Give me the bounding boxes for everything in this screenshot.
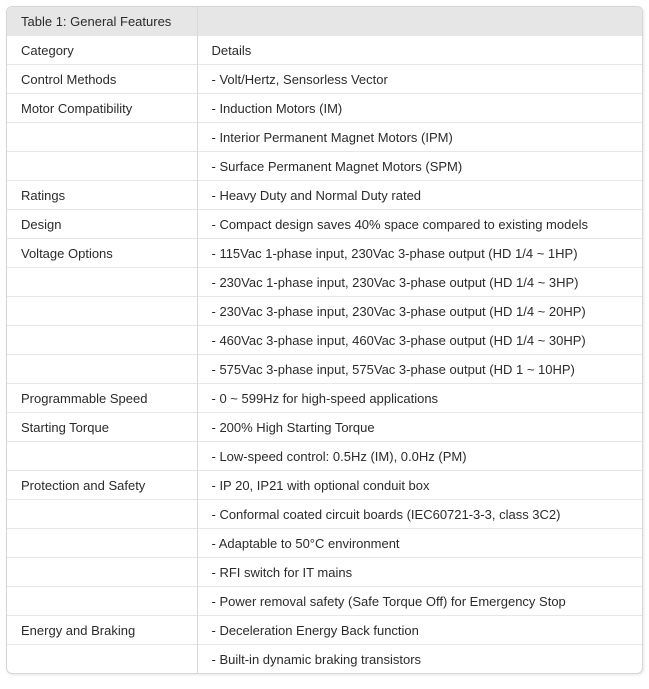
table-row (7, 65, 642, 94)
detail-cell: - 200% High Starting Torque (197, 413, 642, 442)
table-row (7, 645, 642, 674)
category-cell (7, 587, 197, 616)
category-cell (7, 152, 197, 181)
category-cell (7, 326, 197, 355)
category-cell (7, 645, 197, 674)
detail-cell: - 0 ~ 599Hz for high-speed applications (197, 384, 642, 413)
detail-cell: - Power removal safety (Safe Torque Off) for Emergency Stop (197, 587, 642, 616)
table-row (7, 587, 642, 616)
category-cell: Design (7, 210, 197, 239)
column-header-row (7, 36, 642, 65)
table-row (7, 210, 642, 239)
detail-cell: - Heavy Duty and Normal Duty rated (197, 181, 642, 210)
category-cell: Starting Torque (7, 413, 197, 442)
category-cell (7, 442, 197, 471)
detail-cell: - Compact design saves 40% space compared to existing models (197, 210, 642, 239)
table-title: Table 1: General Features (7, 7, 197, 36)
detail-cell: - Volt/Hertz, Sensorless Vector (197, 65, 642, 94)
detail-cell: - IP 20, IP21 with optional conduit box (197, 471, 642, 500)
detail-cell: - RFI switch for IT mains (197, 558, 642, 587)
table-row (7, 181, 642, 210)
detail-cell: - 230Vac 1-phase input, 230Vac 3-phase output (HD 1/4 ~ 3HP) (197, 268, 642, 297)
table-row (7, 355, 642, 384)
category-cell (7, 529, 197, 558)
detail-cell: - 575Vac 3-phase input, 575Vac 3-phase output (HD 1 ~ 10HP) (197, 355, 642, 384)
category-cell (7, 123, 197, 152)
general-features-table-card (6, 6, 643, 674)
category-cell (7, 297, 197, 326)
table-row (7, 471, 642, 500)
detail-cell: - 230Vac 3-phase input, 230Vac 3-phase output (HD 1/4 ~ 20HP) (197, 297, 642, 326)
column-header-details: Details (197, 36, 642, 65)
category-cell: Voltage Options (7, 239, 197, 268)
table-row (7, 297, 642, 326)
detail-cell: - Built-in dynamic braking transistors (197, 645, 642, 674)
table-row (7, 384, 642, 413)
table-row (7, 500, 642, 529)
table-row (7, 529, 642, 558)
table-row (7, 268, 642, 297)
table-body (7, 65, 642, 674)
detail-cell: - Surface Permanent Magnet Motors (SPM) (197, 152, 642, 181)
category-cell (7, 500, 197, 529)
table-title-row (7, 7, 642, 36)
category-cell: Protection and Safety (7, 471, 197, 500)
detail-cell: - Induction Motors (IM) (197, 94, 642, 123)
category-cell: Motor Compatibility (7, 94, 197, 123)
table-row (7, 442, 642, 471)
category-cell: Control Methods (7, 65, 197, 94)
category-cell: Ratings (7, 181, 197, 210)
column-header-category: Category (7, 36, 197, 65)
detail-cell: - Low-speed control: 0.5Hz (IM), 0.0Hz (PM) (197, 442, 642, 471)
category-cell (7, 268, 197, 297)
detail-cell: - Conformal coated circuit boards (IEC60721-3-3, class 3C2) (197, 500, 642, 529)
detail-cell: - Adaptable to 50°C environment (197, 529, 642, 558)
table-row (7, 616, 642, 645)
detail-cell: - Deceleration Energy Back function (197, 616, 642, 645)
detail-cell: - 115Vac 1-phase input, 230Vac 3-phase output (HD 1/4 ~ 1HP) (197, 239, 642, 268)
category-cell: Programmable Speed (7, 384, 197, 413)
category-cell: Energy and Braking (7, 616, 197, 645)
general-features-table (7, 7, 642, 673)
category-cell (7, 558, 197, 587)
table-row (7, 558, 642, 587)
table-row (7, 152, 642, 181)
table-row (7, 123, 642, 152)
table-row (7, 326, 642, 355)
category-cell (7, 355, 197, 384)
table-row (7, 94, 642, 123)
detail-cell: - 460Vac 3-phase input, 460Vac 3-phase output (HD 1/4 ~ 30HP) (197, 326, 642, 355)
table-row (7, 239, 642, 268)
detail-cell: - Interior Permanent Magnet Motors (IPM) (197, 123, 642, 152)
table-title-spacer (197, 7, 642, 36)
table-row (7, 413, 642, 442)
